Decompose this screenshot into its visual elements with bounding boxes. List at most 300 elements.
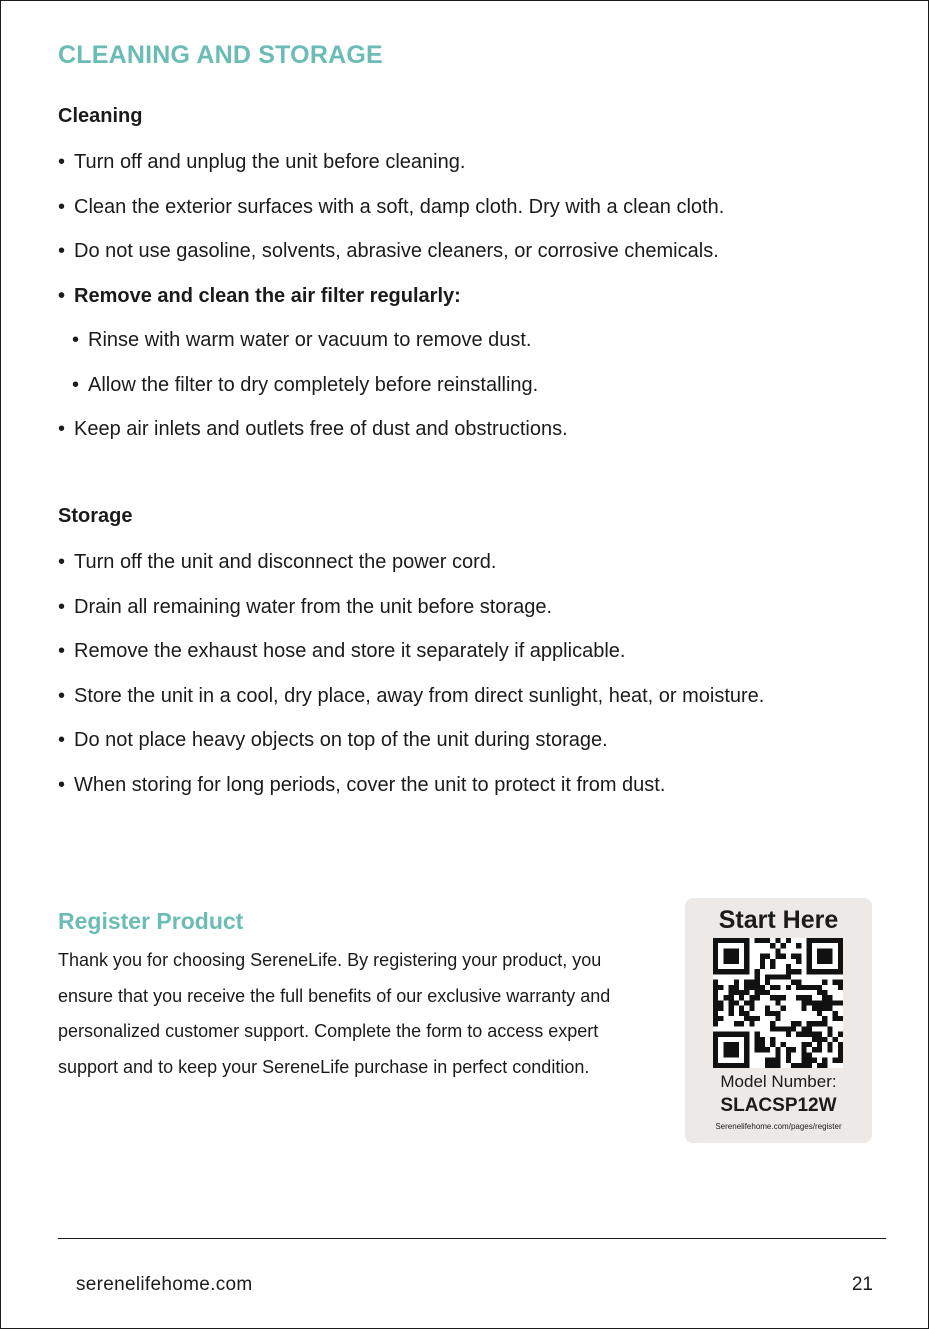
qr-code-icon[interactable] [713,938,843,1068]
qr-module [812,1058,817,1063]
qr-module [713,985,718,990]
qr-module [775,1058,780,1063]
qr-module [812,1037,817,1042]
qr-module [760,990,765,995]
qr-module [822,948,827,953]
sub-list-item [58,329,724,374]
list-item-text: Remove and clean the air filter regularly: [74,284,461,307]
qr-module [713,990,718,995]
qr-module [775,1000,780,1005]
bullet-icon: • [58,640,66,662]
qr-module [827,1032,832,1037]
qr-module [817,1011,822,1016]
qr-module [822,990,827,995]
qr-module [734,969,739,974]
list-item-text: Do not use gasoline, solvents, abrasive cleaners, or corrosive chemicals. [74,240,719,262]
qr-module [713,980,718,985]
qr-module [801,985,806,990]
list-item-text: When storing for long periods, cover the unit to protect it from dust. [74,773,666,796]
qr-module [833,969,838,974]
qr-module [744,1063,749,1068]
qr-module [713,948,718,953]
footer-website[interactable]: serenelifehome.com [76,1274,253,1295]
qr-module [718,969,723,974]
qr-module [755,1037,760,1042]
qr-module [817,1047,822,1052]
qr-module [713,954,718,959]
qr-module [770,1063,775,1068]
list-item [58,551,764,596]
qr-module [807,985,812,990]
qr-module [765,974,770,979]
qr-module [739,1063,744,1068]
qr-module [786,964,791,969]
qr-module [801,1032,806,1037]
qr-module [739,1021,744,1026]
qr-module [713,959,718,964]
qr-module [718,1016,723,1021]
qr-module [812,985,817,990]
qr-module [755,985,760,990]
qr-module [723,1032,728,1037]
qr-module [713,1021,718,1026]
qr-module [817,1042,822,1047]
qr-module [744,1042,749,1047]
qr-module [817,985,822,990]
qr-module [791,980,796,985]
sub-list-item [58,374,724,419]
qr-module [723,1047,728,1052]
storage-list [58,551,764,818]
card-title: Start Here [718,906,839,934]
qr-module [807,1026,812,1031]
qr-module [817,954,822,959]
qr-module [739,995,744,1000]
bullet-icon: • [58,595,66,618]
qr-module [765,1058,770,1063]
qr-module [827,938,832,943]
qr-module [765,1047,770,1052]
register-body: Thank you for choosing SereneLife. By registering your product, you ensure that you receive the full benefits of our exclusive warranty and personalized customer support. Complete the form to access expert support and to keep your SereneLife purchase in perfect condition. [58,950,611,1077]
qr-module [718,1063,723,1068]
bullet-icon: • [58,284,66,307]
qr-module [770,1037,775,1042]
qr-module [713,1047,718,1052]
qr-module [801,1047,806,1052]
qr-module [791,1021,796,1026]
qr-module [822,954,827,959]
qr-module [817,969,822,974]
qr-module [739,990,744,995]
list-item [58,774,764,819]
qr-module [812,1006,817,1011]
qr-module [749,1021,754,1026]
qr-module [729,995,734,1000]
qr-module [765,980,770,985]
qr-module [770,974,775,979]
list-item [58,729,764,774]
qr-module [734,1032,739,1037]
qr-module [781,974,786,979]
qr-module [723,1063,728,1068]
qr-module [817,1037,822,1042]
qr-module [838,985,843,990]
bullet-icon: • [58,151,66,173]
qr-module [770,1021,775,1026]
qr-module [734,990,739,995]
qr-module [744,990,749,995]
qr-module [817,1000,822,1005]
qr-module [744,959,749,964]
qr-module [744,1058,749,1063]
qr-module [822,1006,827,1011]
list-item [58,685,764,730]
qr-module [770,995,775,1000]
qr-module [770,943,775,948]
qr-module [801,1058,806,1063]
qr-module [760,959,765,964]
qr-module [775,995,780,1000]
list-item-text: Remove the exhaust hose and store it separately if applicable. [74,640,626,662]
list-item-text: Turn off and unplug the unit before cleaning. [74,151,466,173]
qr-module [775,948,780,953]
qr-module [822,1021,827,1026]
qr-module [729,1006,734,1011]
qr-module [713,1000,718,1005]
qr-module [765,1063,770,1068]
qr-module [723,1052,728,1057]
bullet-icon: • [58,418,66,440]
qr-module [812,1021,817,1026]
qr-module [744,943,749,948]
qr-module [713,1016,718,1021]
qr-module [807,948,812,953]
qr-module [744,938,749,943]
qr-module [822,1037,827,1042]
qr-module [729,985,734,990]
qr-module [827,948,832,953]
list-item [58,596,764,641]
qr-module [775,985,780,990]
bullet-icon: • [72,373,80,396]
qr-module [729,990,734,995]
qr-module [765,1006,770,1011]
qr-module [723,995,728,1000]
qr-module [838,969,843,974]
qr-module [744,985,749,990]
qr-module [817,1006,822,1011]
list-item [58,196,724,241]
qr-module [755,938,760,943]
qr-module [807,1021,812,1026]
qr-module [775,1047,780,1052]
qr-module [838,959,843,964]
qr-module [786,1047,791,1052]
qr-module [744,1037,749,1042]
qr-module [723,959,728,964]
qr-module [729,969,734,974]
bullet-icon: • [58,195,66,218]
qr-module [796,959,801,964]
qr-module [817,938,822,943]
qr-module [744,948,749,953]
qr-module [786,969,791,974]
qr-module [770,964,775,969]
qr-module [775,974,780,979]
qr-module [723,1042,728,1047]
qr-module [765,954,770,959]
qr-module [796,943,801,948]
qr-module [786,1058,791,1063]
qr-module [807,1052,812,1057]
qr-module [807,1032,812,1037]
qr-module [744,964,749,969]
qr-module [775,1063,780,1068]
qr-module [760,1037,765,1042]
qr-module [827,1026,832,1031]
qr-module [770,1026,775,1031]
qr-module [791,954,796,959]
qr-module [822,959,827,964]
qr-module [786,985,791,990]
qr-module [723,954,728,959]
qr-module [744,954,749,959]
qr-module [833,1037,838,1042]
qr-module [760,1047,765,1052]
qr-module [812,1047,817,1052]
qr-module [807,1000,812,1005]
qr-module [734,938,739,943]
qr-module [770,1042,775,1047]
qr-module [786,974,791,979]
list-item [58,418,724,463]
qr-module [796,969,801,974]
cleaning-heading: Cleaning [58,105,143,127]
qr-module [775,1052,780,1057]
qr-module [801,1006,806,1011]
qr-module [822,938,827,943]
qr-module [822,1058,827,1063]
qr-module [781,954,786,959]
qr-module [734,980,739,985]
qr-module [755,974,760,979]
list-item-text: Do not place heavy objects on top of the unit during storage. [74,729,608,751]
model-number-label: Model Number: [720,1072,837,1091]
qr-module [729,1052,734,1057]
qr-module [729,1063,734,1068]
qr-module [729,1032,734,1037]
qr-module [734,1047,739,1052]
bullet-icon: • [72,329,80,351]
list-item-text: Clean the exterior surfaces with a soft, damp cloth. Dry with a clean cloth. [74,195,725,218]
qr-module [827,1000,832,1005]
registration-url[interactable]: Serenelifehome.com/pages/register [715,1122,842,1131]
qr-module [755,990,760,995]
qr-module [770,1011,775,1016]
qr-module [807,938,812,943]
qr-module [817,990,822,995]
qr-module [838,954,843,959]
qr-module [713,995,718,1000]
bullet-icon: • [58,729,66,751]
list-item-text: Allow the filter to dry completely before reinstalling. [88,373,539,396]
qr-module [713,1032,718,1037]
page-title: CLEANING AND STORAGE [58,41,383,69]
list-item-text: Turn off the unit and disconnect the power cord. [74,551,497,573]
qr-module [749,980,754,985]
qr-module [796,1021,801,1026]
register-title: Register Product [58,908,244,934]
qr-module [734,959,739,964]
qr-module [760,964,765,969]
qr-module [760,1042,765,1047]
qr-module [744,1000,749,1005]
qr-module [812,969,817,974]
qr-module [801,995,806,1000]
qr-module [833,1058,838,1063]
qr-module [827,954,832,959]
qr-module [786,1052,791,1057]
qr-module [744,1032,749,1037]
qr-module [718,985,723,990]
qr-module [713,1042,718,1047]
qr-module [838,943,843,948]
qr-module [734,985,739,990]
list-item-text: Rinse with warm water or vacuum to remove dust. [88,329,532,351]
qr-module [807,995,812,1000]
qr-module [838,1058,843,1063]
qr-module [729,954,734,959]
qr-module [817,948,822,953]
qr-module [822,995,827,1000]
list-item-text: Keep air inlets and outlets free of dust and obstructions. [74,418,568,440]
qr-module [739,1006,744,1011]
qr-module [734,1021,739,1026]
qr-module [781,995,786,1000]
qr-module [833,938,838,943]
qr-module [729,938,734,943]
bullet-icon: • [58,684,66,707]
qr-module [729,1047,734,1052]
qr-module [718,1000,723,1005]
qr-module [775,938,780,943]
qr-module [796,1063,801,1068]
qr-module [729,1042,734,1047]
qr-module [801,1042,806,1047]
qr-module [838,1042,843,1047]
qr-module [744,1011,749,1016]
qr-module [781,1026,786,1031]
qr-module [827,995,832,1000]
list-item-text: Store the unit in a cool, dry place, away from direct sunlight, heat, or moisture. [74,684,765,707]
qr-module [838,1000,843,1005]
qr-module [791,1063,796,1068]
qr-module [812,1000,817,1005]
qr-module [801,1026,806,1031]
qr-module [749,1000,754,1005]
qr-module [775,1011,780,1016]
qr-module [744,980,749,985]
qr-module [838,1032,843,1037]
qr-module [807,954,812,959]
qr-module [739,969,744,974]
list-item [58,151,724,196]
qr-module [812,938,817,943]
qr-module [801,1052,806,1057]
qr-module [807,964,812,969]
qr-module [755,980,760,985]
bullet-icon: • [58,240,66,262]
qr-module [770,959,775,964]
qr-module [718,1006,723,1011]
qr-module [734,1052,739,1057]
qr-module [781,943,786,948]
qr-module [791,1047,796,1052]
qr-module [713,1006,718,1011]
qr-module [734,1000,739,1005]
qr-module [833,1011,838,1016]
qr-module [781,1042,786,1047]
qr-module [739,1011,744,1016]
qr-module [822,1063,827,1068]
qr-module [807,969,812,974]
qr-module [755,1032,760,1037]
qr-module [807,1063,812,1068]
qr-module [723,948,728,953]
qr-module [718,1032,723,1037]
qr-module [796,954,801,959]
list-item [58,285,724,330]
qr-module [833,980,838,985]
qr-module [755,1042,760,1047]
qr-module [729,959,734,964]
cleaning-list [58,151,724,463]
qr-module [760,985,765,990]
qr-module [817,1032,822,1037]
qr-module [833,1000,838,1005]
qr-module [775,1026,780,1031]
qr-module [838,938,843,943]
qr-module [765,990,770,995]
qr-module [713,1058,718,1063]
qr-module [786,1026,791,1031]
qr-module [796,985,801,990]
qr-module [827,1047,832,1052]
qr-module [734,1063,739,1068]
qr-module [827,1042,832,1047]
registration-card[interactable] [685,898,872,1143]
qr-module [770,985,775,990]
qr-module [812,1032,817,1037]
bullet-icon: • [58,773,66,796]
qr-module [807,943,812,948]
qr-module [755,995,760,1000]
qr-module [723,969,728,974]
qr-module [765,1011,770,1016]
qr-module [713,1063,718,1068]
qr-module [801,1000,806,1005]
qr-module [791,1026,796,1031]
qr-module [723,938,728,943]
qr-module [760,954,765,959]
qr-module [827,959,832,964]
qr-module [838,964,843,969]
qr-module [718,938,723,943]
qr-module [760,938,765,943]
qr-module [817,1063,822,1068]
qr-module [713,1052,718,1057]
qr-module [807,1042,812,1047]
